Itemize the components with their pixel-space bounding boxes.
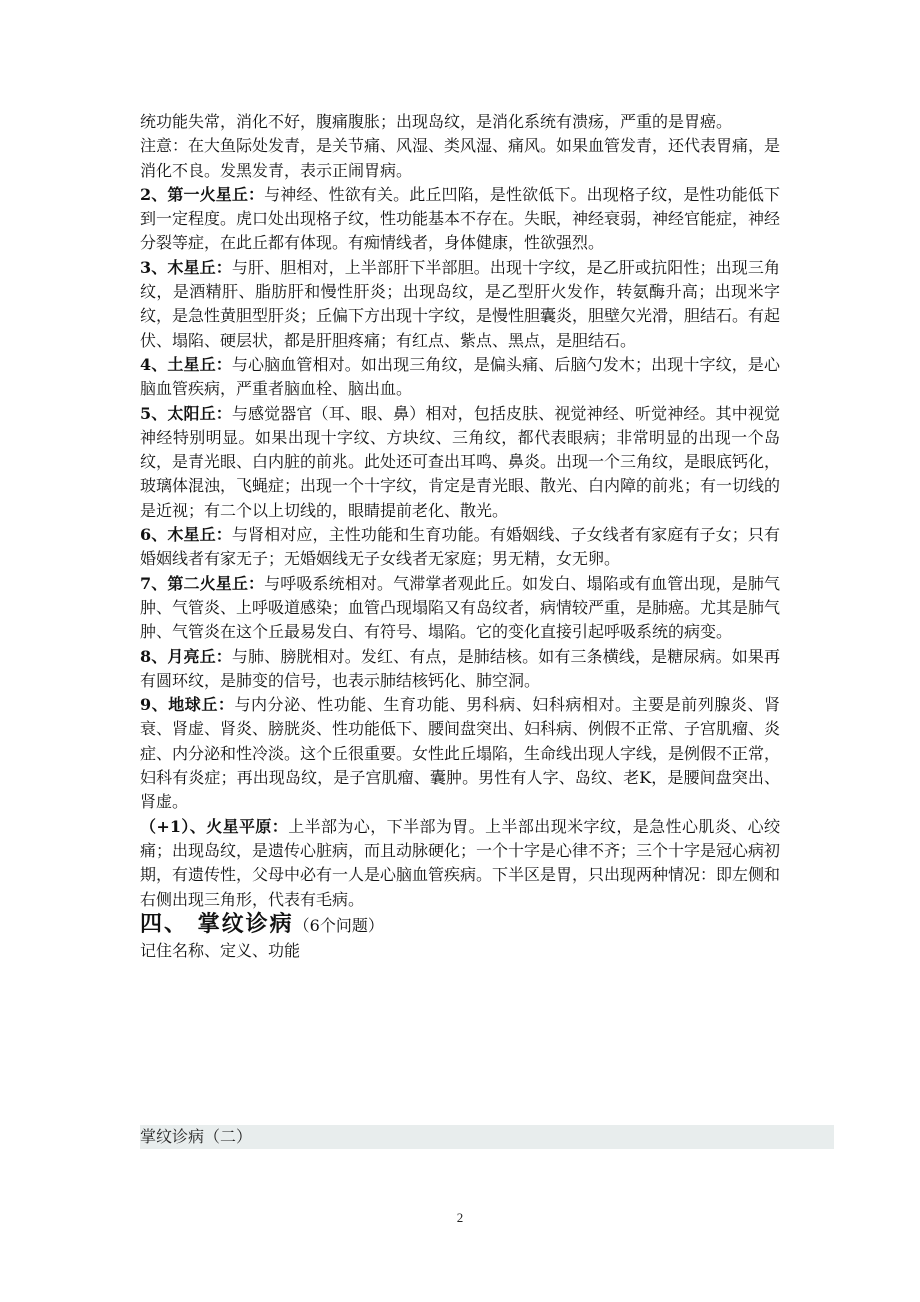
section-heading (140, 912, 780, 939)
item-text: 与心脑血管相对。如出现三角纹，是偏头痛、后脑勺发木；出现十字纹，是心脑血管疾病，严重者脑血栓、脑出血。 (140, 354, 780, 399)
item-title: 6、木星丘： (140, 525, 232, 545)
item-title: 8、月亮丘： (140, 646, 232, 666)
item-paragraph (140, 353, 780, 402)
item-paragraph (140, 572, 780, 645)
item-text: 与感觉器官（耳、眼、鼻）相对，包括皮肤、视觉神经、听觉神经。其中视觉神经特别明显。如果出现十字纹、方块纹、三角纹，都代表眼病；非常明显的出现一个岛纹，是青光眼、白内脏的前兆。此处还可查出耳鸣、鼻炎。出现一个三角纹，是眼底钙化，玻璃体混浊，飞蝇症；出现一个十字纹，肯定是青光眼、散光、白内障的前兆；有一切线的是近视；有二个以上切线的，眼睛提前老化、散光。 (140, 403, 781, 520)
item-paragraph (140, 183, 780, 256)
item-title: 4、土星丘： (140, 354, 232, 374)
item-title: 7、第二火星丘： (140, 573, 265, 593)
item-text: 与肺、膀胱相对。发红、有点，是肺结核。如有三条横线，是糖尿病。如果再有圆环纹，是肺变的信号，也表示肺结核钙化、肺空洞。 (140, 646, 780, 690)
note-paragraph: 注意：在大鱼际处发青，是关节痛、风湿、类风湿、痛风。如果血管发青，还代表胃痛，是消化不良。发黑发青，表示正闹胃病。 (140, 136, 781, 180)
page-number: 2 (456, 1210, 464, 1225)
item-paragraph (140, 523, 780, 572)
item-text: 与内分泌、性功能、生育功能、男科病、妇科病相对。主要是前列腺炎、肾衰、肾虚、肾炎、膀胱炎、性功能低下、腰间盘突出、妇科病、例假不正常、子宫肌瘤、炎症、内分泌和性冷淡。这个丘很重要。女性此丘塌陷，生命线出现人字线，是例假不正常，妇科有炎症；再出现岛纹，是子宫肌瘤、囊肿。男性有人字、岛纹、老K，是腰间盘突出、肾虚。 (140, 695, 781, 812)
item-paragraph (140, 645, 780, 694)
item-title: 3、木星丘： (140, 257, 232, 277)
item-paragraph (140, 693, 780, 814)
item-text: 与肝、胆相对，上半部肝下半部胆。出现十字纹，是乙肝或抗阳性；出现三角纹，是酒精肝、脂肪肝和慢性肝炎；出现岛纹，是乙型肝火发作，转氨酶升高；出现米字纹，是急性黄胆型肝炎；丘偏下方出现十字纹，是慢性胆囊炎，胆壁欠光滑，胆结石。有起伏、塌陷、硬层状，都是肝胆疼痛；有红点、紫点、黑点，是胆结石。 (140, 257, 781, 350)
section-bar-title: 掌纹诊病（二） (140, 1125, 834, 1149)
section-note: （6个问题） (293, 915, 384, 935)
item-title: 5、太阳丘： (140, 403, 232, 423)
section-title: 四、 掌纹诊病 (140, 911, 294, 937)
item-text: 上半部为心，下半部为胃。上半部出现米字纹，是急性心肌炎、心绞痛；出现岛纹，是遗传心脏病，而且动脉硬化；一个十字是心律不齐；三个十字是冠心病初期，有遗传性，父母中必有一人是心脑血管疾病。下半区是胃，只出现两种情况：即左侧和右侧出现三角形，代表有毛病。 (140, 816, 781, 909)
section-subtitle: 记住名称、定义、功能 (140, 940, 301, 960)
intro-paragraph: 统功能失常，消化不好，腹痛腹胀；出现岛纹，是消化系统有溃疡，严重的是胃癌。 (140, 112, 733, 131)
item-paragraph (140, 256, 780, 353)
item-title: （+1）、火星平原： (140, 816, 289, 836)
document-body (140, 110, 780, 963)
item-text: 与肾相对应，主性功能和生育功能。有婚姻线、子女线者有家庭有子女；只有婚姻线者有家无子；无婚姻线无子女线者无家庭；男无精，女无卵。 (140, 525, 780, 569)
item-title: 9、地球丘： (140, 695, 235, 715)
item-text: 与呼吸系统相对。气滞掌者观此丘。如发白、塌陷或有血管出现，是肺气肿、气管炎、上呼吸道感染；血管凸现塌陷又有岛纹者，病情较严重，是肺癌。尤其是肺气肿、气管炎在这个丘最易发白、有符号、塌陷。它的变化直接引起呼吸系统的病变。 (140, 573, 781, 642)
item-paragraph (140, 815, 780, 912)
item-paragraph (140, 402, 780, 523)
item-title: 2、第一火星丘： (140, 184, 265, 204)
item-text: 与神经、性欲有关。此丘凹陷，是性欲低下。出现格子纹，是性功能低下到一定程度。虎口处出现格子纹，性功能基本不存在。失眠，神经衰弱，神经官能症，神经分裂等症，在此丘都有体现。有痴情线者，身体健康，性欲强烈。 (140, 184, 781, 253)
